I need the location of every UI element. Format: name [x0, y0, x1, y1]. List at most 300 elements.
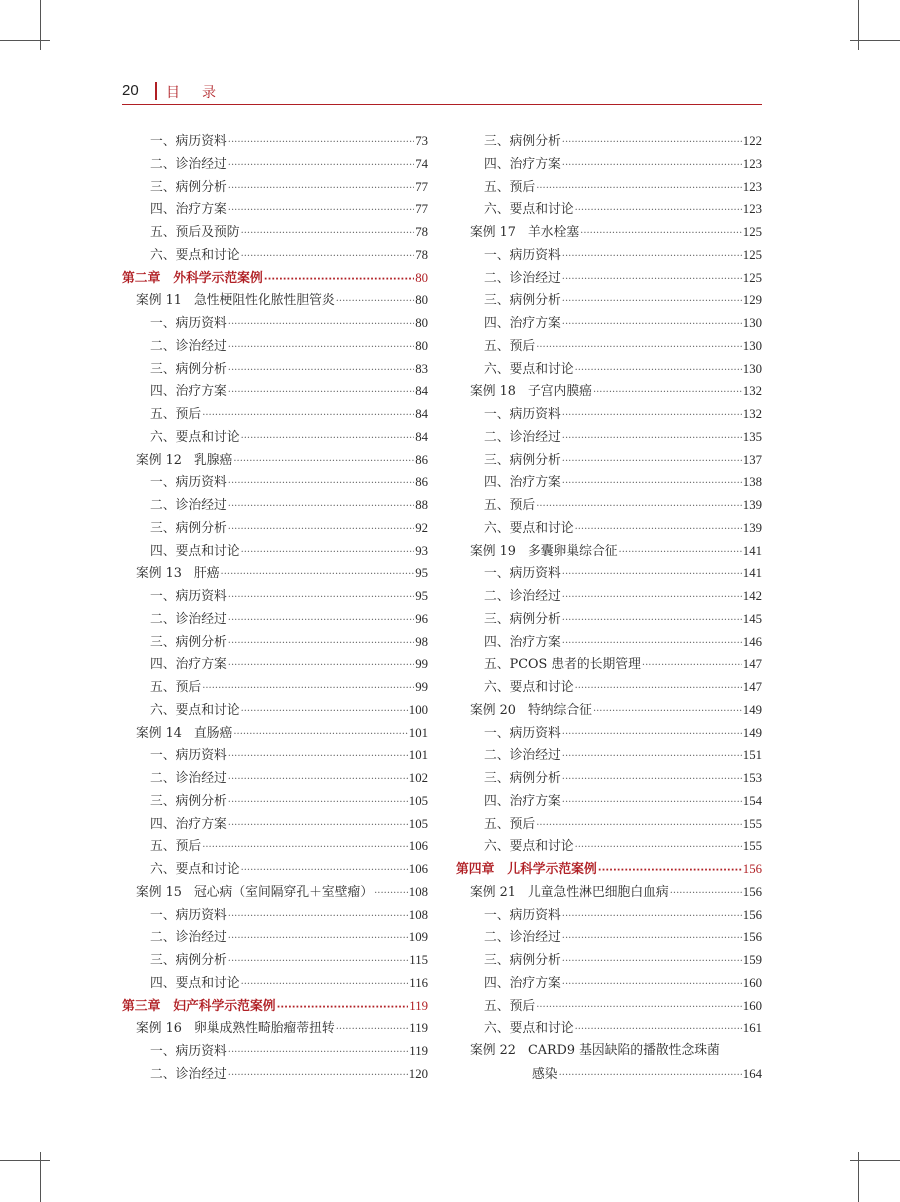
crop-mark	[0, 40, 50, 41]
toc-entry-section[interactable]	[122, 653, 428, 676]
entry-title: 五、预后	[150, 680, 202, 695]
entry-title: 一、病历资料	[150, 748, 227, 764]
leader-dots	[221, 564, 415, 587]
page-ref: 130	[742, 338, 762, 353]
page-ref: 156	[742, 862, 762, 876]
entry-title: 一、病历资料	[150, 589, 227, 604]
case-label: 案例 11	[136, 293, 182, 309]
leader-dots	[580, 223, 742, 246]
page-ref: 116	[409, 975, 428, 990]
leader-dots	[562, 564, 742, 587]
header-title: 目录	[166, 85, 238, 101]
entry-title: 一、病历资料	[484, 907, 561, 923]
leader-dots	[562, 269, 742, 292]
toc-entry-section[interactable]	[122, 130, 428, 153]
entry-title: 二、诊治经过	[150, 771, 227, 786]
leader-dots	[336, 1019, 409, 1042]
leader-dots	[241, 974, 409, 997]
leader-dots	[241, 701, 408, 724]
page-ref: 109	[408, 930, 428, 945]
toc-entry-case[interactable]	[456, 380, 762, 403]
page-ref: 130	[742, 361, 762, 376]
toc-entry-section[interactable]	[456, 426, 762, 449]
toc-right-column	[456, 130, 762, 1086]
crop-mark	[40, 0, 41, 50]
page-ref: 120	[408, 1066, 428, 1081]
entry-title: 感染	[532, 1066, 558, 1082]
toc-entry-section[interactable]	[122, 585, 428, 608]
toc-entry-chapter[interactable]	[122, 267, 428, 290]
entry-title: 四、治疗方案	[484, 475, 561, 491]
page-ref: 135	[742, 429, 762, 444]
toc-entry-section[interactable]	[456, 1017, 762, 1040]
toc-entry-section[interactable]	[122, 676, 428, 699]
case-label: 案例 12	[136, 452, 182, 468]
leader-dots	[562, 928, 742, 951]
page-ref: 108	[408, 907, 428, 922]
entry-title: 三、病例分析	[150, 179, 227, 195]
entry-title: 四、治疗方案	[150, 384, 227, 400]
entry-title: 四、治疗方案	[484, 793, 561, 809]
leader-dots	[619, 542, 742, 565]
toc-entry-continuation[interactable]	[456, 1063, 762, 1086]
toc-entry-section[interactable]	[122, 858, 428, 881]
case-label: 案例 13	[136, 566, 182, 582]
leader-dots	[336, 291, 414, 314]
entry-title: 多囊卵巢综合征	[527, 543, 618, 559]
entry-title: 四、治疗方案	[484, 316, 561, 331]
entry-title: 子宫内膜癌	[527, 384, 592, 400]
toc-entry-section[interactable]	[456, 608, 762, 631]
entry-title: 四、治疗方案	[150, 202, 227, 218]
entry-title: 四、治疗方案	[150, 816, 227, 832]
toc-entry-section[interactable]	[456, 403, 762, 426]
toc-entry-section[interactable]	[122, 540, 428, 563]
page-ref: 78	[415, 247, 428, 262]
leader-dots	[228, 951, 408, 974]
page-ref: 83	[415, 361, 428, 376]
leader-dots	[374, 883, 408, 906]
leader-dots	[228, 1065, 408, 1088]
toc-entry-section[interactable]	[122, 335, 428, 358]
entry-title: 特纳综合征	[527, 702, 592, 718]
entry-title: 三、病例分析	[484, 452, 561, 468]
leader-dots	[598, 860, 742, 883]
page-ref: 130	[742, 316, 762, 330]
leader-dots	[562, 724, 742, 747]
leader-dots	[575, 1019, 742, 1042]
page-ref: 84	[415, 429, 428, 444]
toc-entry-section[interactable]	[456, 949, 762, 972]
leader-dots	[228, 360, 414, 383]
leader-dots	[228, 815, 408, 838]
leader-dots	[228, 496, 414, 519]
crop-mark	[858, 0, 859, 50]
header-rule	[122, 104, 762, 105]
toc-entry-section[interactable]	[122, 358, 428, 381]
leader-dots	[241, 542, 415, 565]
leader-dots	[562, 587, 742, 610]
page-ref: 125	[742, 225, 762, 239]
toc-entry-section[interactable]	[456, 904, 762, 927]
entry-title: 三、病例分析	[150, 361, 227, 377]
page-ref: 86	[415, 452, 428, 467]
leader-dots	[536, 815, 742, 838]
page-ref: 73	[415, 134, 428, 148]
page-ref: 119	[409, 1044, 428, 1058]
toc-entry-section[interactable]	[456, 244, 762, 267]
toc-entry-section[interactable]	[122, 471, 428, 494]
entry-title: 三、病例分析	[484, 611, 561, 627]
entry-title: 二、诊治经过	[484, 270, 561, 286]
toc-entry-case[interactable]	[122, 449, 428, 472]
toc-entry-case[interactable]	[122, 289, 428, 312]
leader-dots	[228, 314, 414, 337]
toc-entry-section[interactable]	[456, 471, 762, 494]
case-label: 案例 20	[470, 702, 516, 718]
case-label: 案例 22	[470, 1043, 516, 1058]
page-ref: 147	[742, 657, 762, 672]
case-label: 案例 14	[136, 725, 182, 741]
toc-entry-section[interactable]	[122, 153, 428, 176]
page-ref: 145	[742, 611, 762, 626]
page-ref: 142	[742, 589, 762, 603]
page-ref: 151	[742, 748, 762, 763]
toc-entry-section[interactable]	[456, 198, 762, 221]
leader-dots	[562, 746, 742, 769]
entry-title: 一、病历资料	[150, 134, 227, 149]
leader-dots	[241, 860, 408, 883]
toc-entry-section[interactable]	[122, 1063, 428, 1086]
toc-left-column	[122, 130, 428, 1086]
leader-dots	[228, 200, 414, 223]
entry-title: 三、病例分析	[150, 953, 227, 968]
entry-title: 一、病历资料	[150, 475, 227, 491]
page-ref: 80	[415, 338, 428, 353]
page-ref: 78	[415, 225, 428, 239]
toc-entry-section[interactable]	[456, 926, 762, 949]
page-ref: 132	[742, 384, 762, 399]
toc-entry-section[interactable]	[456, 335, 762, 358]
toc-entry-section[interactable]	[122, 949, 428, 972]
page-ref: 146	[742, 634, 762, 649]
leader-dots	[562, 132, 742, 155]
entry-title: 二、诊治经过	[150, 930, 227, 946]
toc-entry-section[interactable]	[456, 130, 762, 153]
leader-dots	[228, 178, 414, 201]
page-ref: 105	[408, 793, 428, 808]
toc-entry-section[interactable]	[122, 904, 428, 927]
toc-entry-case[interactable]	[122, 881, 428, 904]
case-label: 案例 17	[470, 225, 516, 240]
entry-title: 三、病例分析	[484, 953, 561, 968]
leader-dots	[562, 291, 742, 314]
leader-dots	[575, 837, 742, 860]
leader-dots	[228, 155, 414, 178]
page-ref: 129	[742, 293, 762, 308]
entry-title: 三、病例分析	[150, 634, 227, 650]
toc-entry-section[interactable]	[122, 790, 428, 813]
toc-entry-case[interactable]	[456, 221, 762, 244]
toc-entry-section[interactable]	[122, 835, 428, 858]
toc-entry-section[interactable]	[456, 358, 762, 381]
entry-title: 第二章 外科学示范案例	[122, 270, 263, 286]
page-ref: 156	[742, 884, 762, 899]
leader-dots	[562, 951, 742, 974]
case-label: 案例 16	[136, 1021, 182, 1037]
toc-entry-section[interactable]	[122, 631, 428, 654]
leader-dots	[575, 360, 742, 383]
entry-title: 四、治疗方案	[484, 634, 561, 650]
entry-title: 六、要点和讨论	[484, 1021, 574, 1037]
entry-title: 六、要点和讨论	[484, 839, 574, 855]
leader-dots	[562, 769, 742, 792]
toc-entry-section[interactable]	[456, 722, 762, 745]
page-ref: 156	[742, 930, 762, 945]
page-ref: 155	[742, 839, 762, 854]
entry-title: 四、要点和讨论	[150, 543, 240, 559]
leader-dots	[241, 223, 415, 246]
case-label: 案例 19	[470, 543, 516, 559]
leader-dots	[559, 1065, 742, 1088]
entry-title: 二、诊治经过	[484, 589, 561, 604]
header-divider	[155, 82, 157, 100]
leader-dots	[562, 974, 742, 997]
page-ref: 106	[408, 862, 428, 876]
toc-entry-section[interactable]	[122, 517, 428, 540]
page-ref: 84	[415, 384, 428, 399]
toc-entry-section[interactable]	[456, 995, 762, 1018]
toc-entry-section[interactable]	[456, 813, 762, 836]
entry-title: 冠心病（室间隔穿孔＋室壁瘤）	[193, 884, 374, 900]
page-ref: 139	[742, 520, 762, 535]
leader-dots	[228, 337, 414, 360]
page-ref: 80	[415, 316, 428, 330]
toc-entry-section[interactable]	[456, 790, 762, 813]
toc-entry-section[interactable]	[122, 176, 428, 199]
toc-entry-section[interactable]	[456, 767, 762, 790]
toc-entry-section[interactable]	[122, 744, 428, 767]
page-ref: 160	[742, 998, 762, 1013]
entry-title: 六、要点和讨论	[484, 520, 574, 536]
leader-dots	[562, 906, 742, 929]
entry-title: 卵巢成熟性畸胎瘤蒂扭转	[193, 1021, 335, 1037]
leader-dots	[264, 269, 414, 292]
leader-dots	[228, 928, 408, 951]
page-ref: 108	[408, 884, 428, 899]
toc-entry-section[interactable]	[122, 926, 428, 949]
toc-entry-section[interactable]	[456, 835, 762, 858]
toc-entry-section[interactable]	[122, 767, 428, 790]
entry-title: 二、诊治经过	[484, 429, 561, 445]
leader-dots	[562, 792, 742, 815]
toc-entry-section[interactable]	[456, 267, 762, 290]
page-ref: 101	[408, 748, 428, 763]
toc-entry-case[interactable]	[122, 722, 428, 745]
page-ref: 80	[415, 293, 428, 308]
page-ref: 123	[742, 202, 762, 217]
toc-entry-section[interactable]	[456, 449, 762, 472]
entry-title: 一、病历资料	[150, 907, 227, 923]
page-ref: 159	[742, 953, 762, 967]
page-ref: 125	[742, 270, 762, 285]
toc-entry-section[interactable]	[456, 312, 762, 335]
entry-title: 五、预后	[484, 998, 536, 1014]
page-ref: 95	[415, 566, 428, 581]
page-ref: 99	[415, 657, 428, 672]
entry-title: 五、预后	[484, 816, 536, 832]
toc-entry-section[interactable]	[456, 744, 762, 767]
page-ref: 123	[742, 179, 762, 194]
leader-dots	[562, 246, 742, 269]
page-ref: 86	[415, 475, 428, 490]
toc-entry-case[interactable]	[456, 540, 762, 563]
leader-dots	[670, 883, 742, 906]
page-ref: 138	[742, 475, 762, 490]
entry-title: 二、诊治经过	[150, 498, 227, 513]
leader-dots	[562, 610, 742, 633]
leader-dots	[593, 382, 742, 405]
toc-entry-section[interactable]	[456, 972, 762, 995]
page-ref: 125	[742, 247, 762, 262]
leader-dots	[228, 382, 414, 405]
page-ref: 123	[742, 156, 762, 171]
toc-entry-case[interactable]	[122, 1017, 428, 1040]
toc-entry-section[interactable]	[122, 1040, 428, 1063]
toc-entry-section[interactable]	[122, 426, 428, 449]
toc-entry-case[interactable]	[122, 562, 428, 585]
toc-entry-chapter[interactable]	[122, 995, 428, 1018]
page-ref: 102	[408, 771, 428, 785]
entry-title: 五、PCOS 患者的长期管理	[484, 657, 641, 673]
page-ref: 160	[742, 975, 762, 990]
entry-title: 羊水栓塞	[527, 225, 580, 240]
toc-entry-section[interactable]	[456, 153, 762, 176]
case-label: 案例 21	[470, 884, 516, 900]
entry-title: 乳腺癌	[193, 452, 233, 468]
entry-title: 六、要点和讨论	[484, 680, 574, 695]
leader-dots	[562, 428, 742, 451]
page-header	[122, 80, 762, 106]
leader-dots	[562, 155, 742, 178]
toc-entry-section[interactable]	[456, 517, 762, 540]
leader-dots	[228, 906, 408, 929]
leader-dots	[536, 496, 742, 519]
entry-title: 四、治疗方案	[484, 156, 561, 172]
entry-title: 六、要点和讨论	[484, 202, 574, 218]
entry-title: 一、病历资料	[150, 1044, 227, 1059]
toc-entry-section[interactable]	[122, 813, 428, 836]
toc-entry-section[interactable]	[122, 198, 428, 221]
entry-title: 三、病例分析	[150, 520, 227, 536]
page-ref: 100	[408, 702, 428, 717]
page-ref: 161	[742, 1021, 762, 1036]
leader-dots	[536, 997, 742, 1020]
entry-title: 六、要点和讨论	[150, 247, 240, 263]
toc-entry-section[interactable]	[122, 312, 428, 335]
toc-entry-section[interactable]	[122, 972, 428, 995]
entry-title: 三、病例分析	[484, 771, 561, 786]
toc-entry-section[interactable]	[456, 676, 762, 699]
toc-entry-chapter[interactable]	[456, 858, 762, 881]
leader-dots	[241, 246, 415, 269]
toc-entry-section[interactable]	[456, 585, 762, 608]
entry-title: 三、病例分析	[484, 134, 561, 149]
toc-entry-case[interactable]	[456, 881, 762, 904]
leader-dots	[202, 837, 408, 860]
page-ref: 132	[742, 407, 762, 421]
toc-entry-section[interactable]	[456, 176, 762, 199]
leader-dots	[228, 1042, 408, 1065]
entry-title: 四、要点和讨论	[150, 975, 240, 991]
toc-entry-section[interactable]	[122, 403, 428, 426]
entry-title: 第三章 妇产科学示范案例	[122, 998, 276, 1014]
toc-entry-section[interactable]	[122, 699, 428, 722]
toc-entry-section[interactable]	[456, 289, 762, 312]
entry-title: 五、预后	[150, 839, 202, 855]
entry-title: 直肠癌	[193, 725, 233, 741]
page-ref: 141	[742, 566, 762, 581]
toc-entry-section[interactable]	[122, 494, 428, 517]
page-ref: 105	[408, 816, 428, 831]
entry-title: 五、预后	[150, 407, 202, 422]
case-label: 案例 15	[136, 884, 182, 900]
toc-entry-section[interactable]	[122, 608, 428, 631]
page-ref: 101	[408, 725, 428, 740]
toc-entry-section[interactable]	[456, 653, 762, 676]
toc-entry-case[interactable]	[456, 699, 762, 722]
page-ref: 99	[415, 680, 428, 694]
page-ref: 95	[415, 589, 428, 603]
entry-title: 一、病历资料	[484, 725, 561, 741]
entry-title: 六、要点和讨论	[484, 361, 574, 377]
leader-dots	[575, 519, 742, 542]
entry-title: 第四章 儿科学示范案例	[456, 862, 597, 877]
page-ref: 119	[409, 998, 428, 1013]
toc-entry-section[interactable]	[456, 631, 762, 654]
toc-entry-section[interactable]	[456, 562, 762, 585]
entry-title: 一、病历资料	[484, 566, 561, 582]
page-ref: 84	[415, 407, 428, 421]
leader-dots	[228, 519, 414, 542]
entry-title: 六、要点和讨论	[150, 429, 240, 445]
toc-entry-case[interactable]	[456, 1040, 762, 1063]
entry-title: 一、病历资料	[484, 247, 561, 263]
page-ref: 154	[742, 793, 762, 808]
page-ref: 106	[408, 839, 428, 854]
page-ref: 164	[742, 1066, 762, 1081]
leader-dots	[562, 314, 742, 337]
leader-dots	[228, 473, 414, 496]
page-ref: 137	[742, 452, 762, 467]
page-ref: 119	[409, 1021, 428, 1036]
toc-entry-section[interactable]	[456, 494, 762, 517]
leader-dots	[202, 405, 414, 428]
toc-entry-section[interactable]	[122, 244, 428, 267]
toc-entry-section[interactable]	[122, 221, 428, 244]
entry-title: 一、病历资料	[150, 316, 227, 331]
toc-entry-section[interactable]	[122, 380, 428, 403]
entry-title: 急性梗阻性化脓性胆管炎	[193, 293, 335, 309]
leader-dots	[228, 633, 414, 656]
leader-dots	[562, 473, 742, 496]
entry-title: 五、预后	[484, 179, 536, 195]
entry-title: 三、病例分析	[150, 793, 227, 809]
leader-dots	[575, 200, 742, 223]
entry-title: 四、治疗方案	[150, 657, 227, 673]
leader-dots	[593, 701, 742, 724]
entry-title: 六、要点和讨论	[150, 862, 240, 877]
